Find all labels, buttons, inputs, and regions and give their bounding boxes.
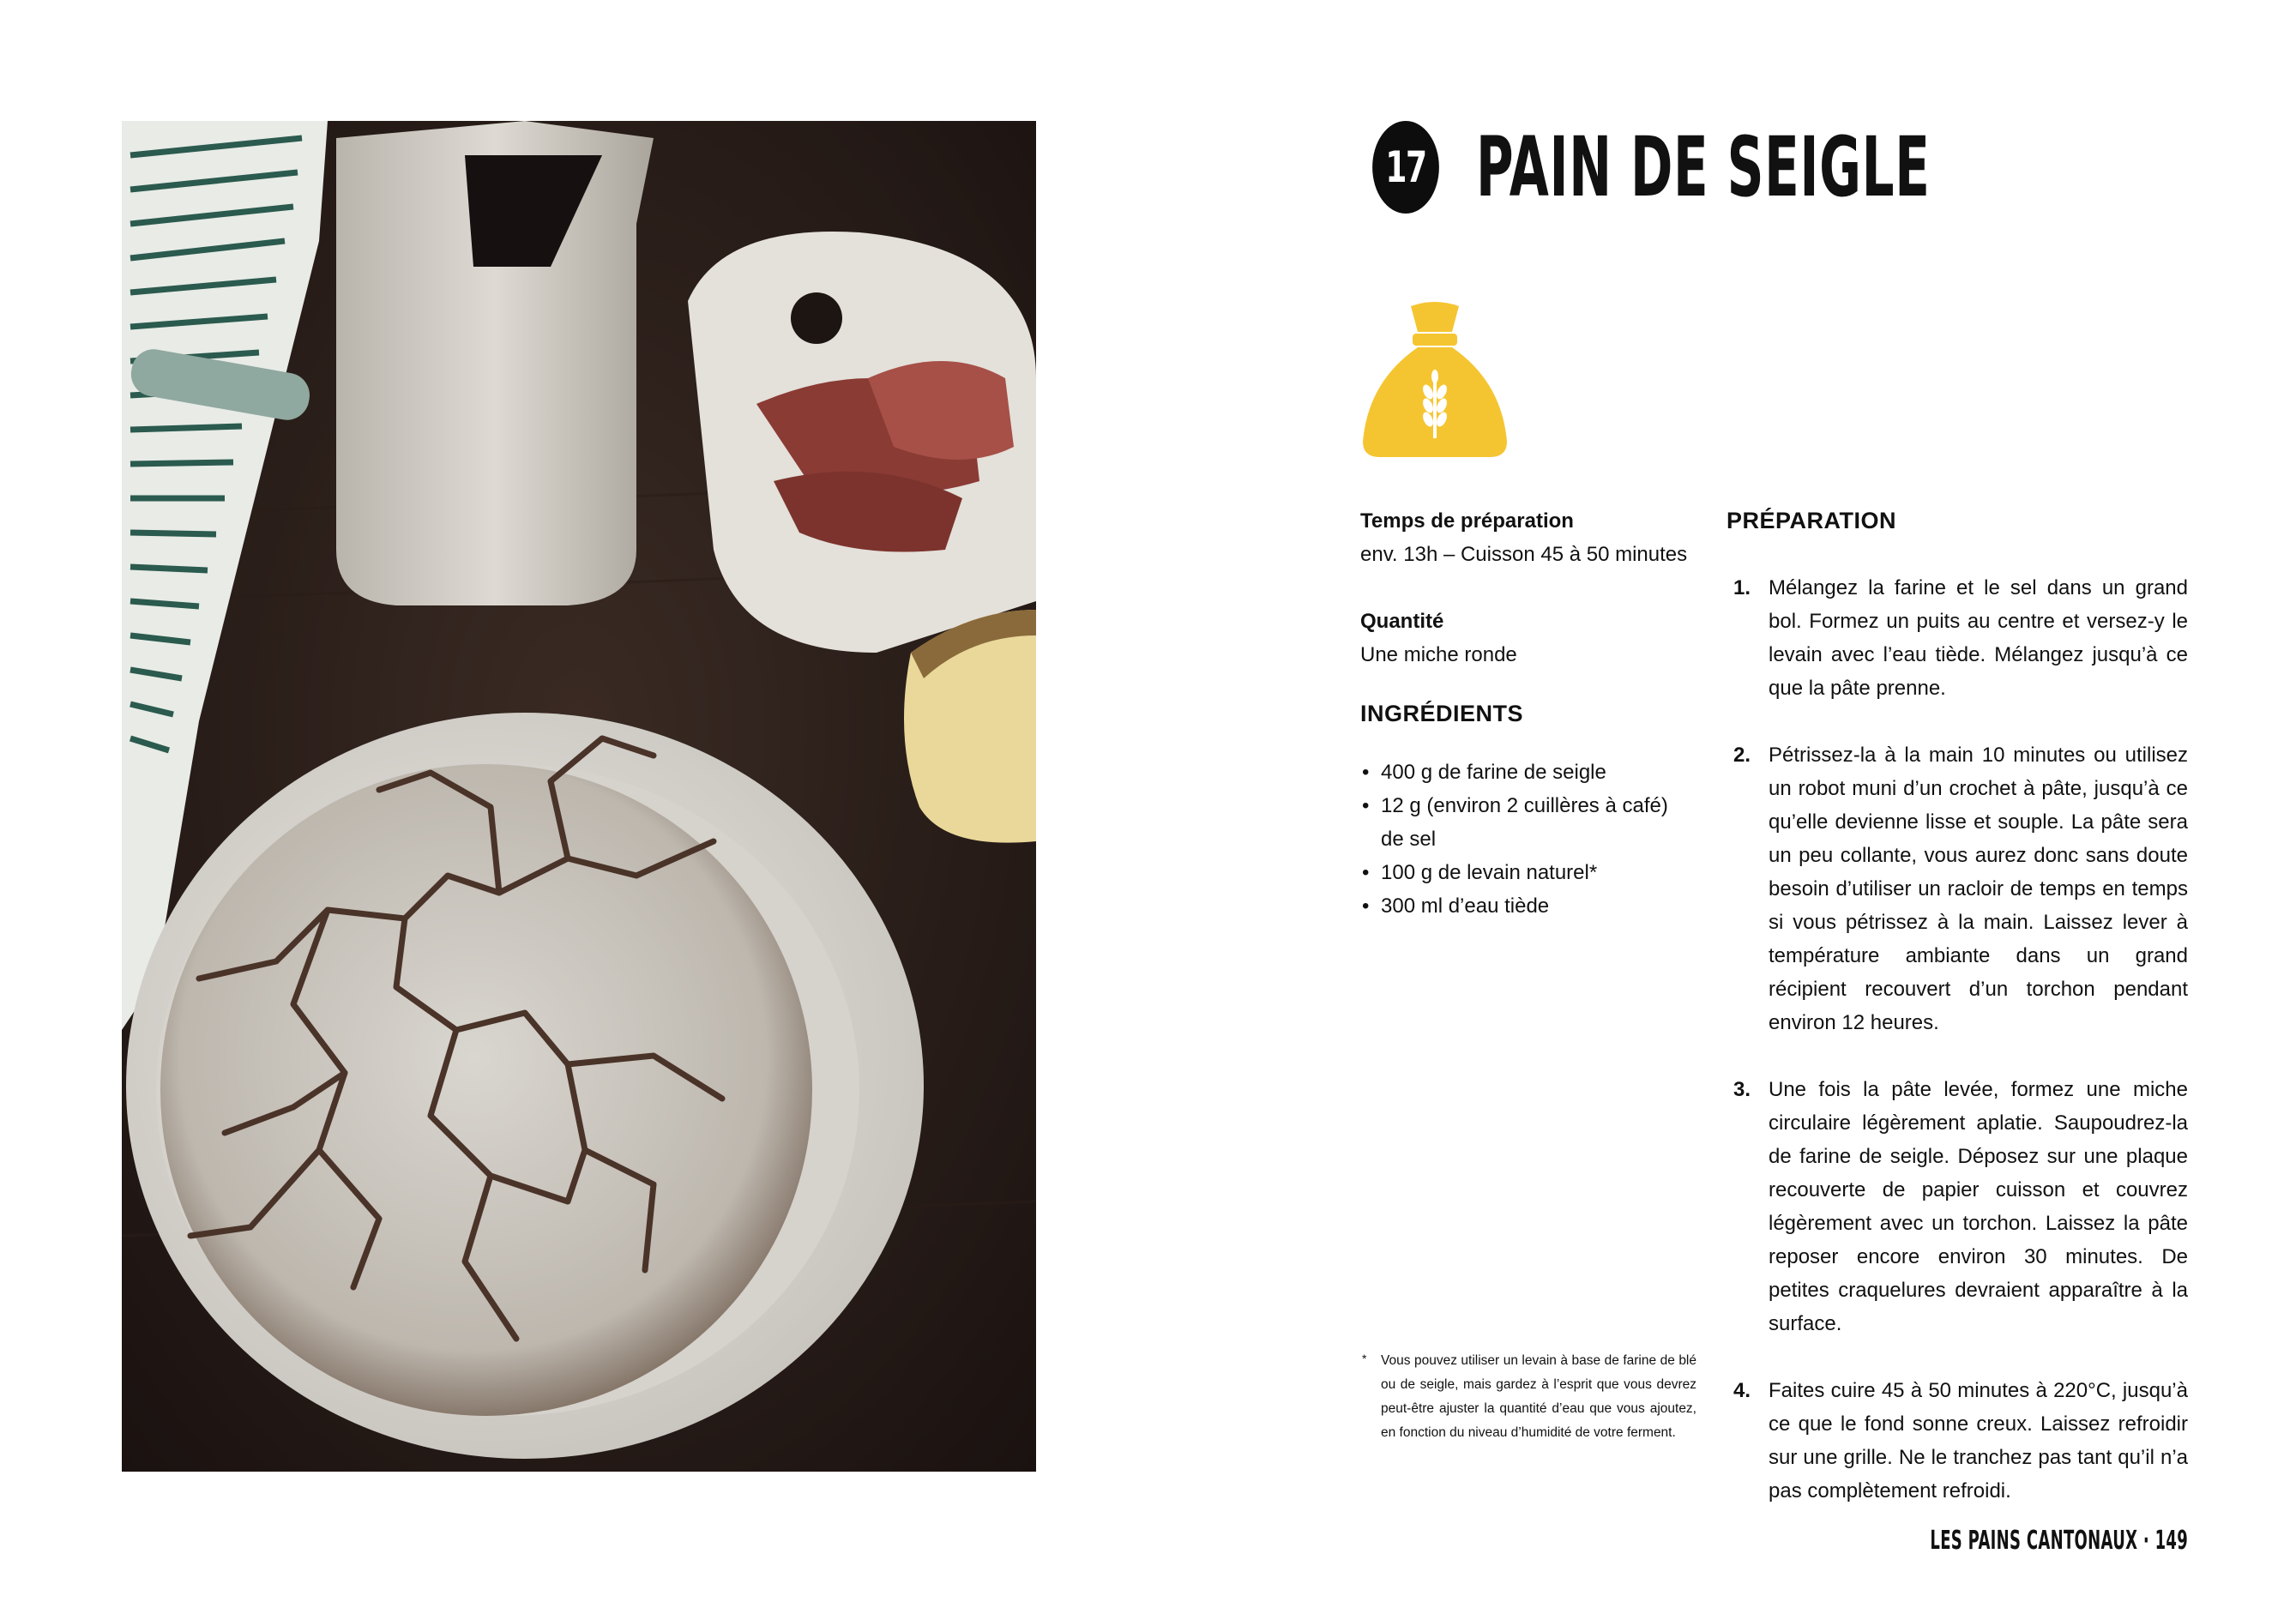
ingredient-item: • 100 g de levain naturel*	[1360, 856, 1696, 889]
page-footer: LES PAINS CANTONAUX · 149	[1930, 1526, 2188, 1556]
step-item	[1727, 738, 2188, 1039]
quantity-label: Quantité	[1360, 610, 1444, 633]
bread-photo	[122, 121, 1036, 1472]
ingredient-item: • 12 g (environ 2 cuillères à café) de sel	[1360, 789, 1696, 856]
preparation-heading: PRÉPARATION	[1727, 508, 1897, 533]
recipe-title: PAIN DE SEIGLE	[1476, 119, 1931, 215]
footnote	[1360, 1349, 1696, 1445]
recipe-title-row	[1359, 120, 2209, 214]
step-text: Faites cuire 45 à 50 minutes à 220°C, jusqu’à ce que le fond sonne creux. Laissez refroidir sur une grille. Ne le tranchez pas tant qu’il n’a pas complètement refroidi.	[1769, 1379, 2188, 1503]
step-number: 1.	[1733, 576, 1751, 599]
step-text: Une fois la pâte levée, formez une miche circulaire légèrement aplatie. Saupoudrez-la de farine de seigle. Déposez sur une plaque recouverte de papier cuisson et couvrez légèrement avec un torchon. Laissez la pâte reposer encore environ 30 minutes. De petites craquelures devraient apparaître à la surface.	[1769, 1078, 2188, 1335]
step-number: 2.	[1733, 744, 1751, 767]
prep-time-label: Temps de préparation	[1360, 509, 1574, 533]
preparation-steps	[1727, 571, 2188, 1508]
recipe-info-column	[1360, 504, 1696, 923]
step-item	[1727, 1374, 2188, 1508]
step-item	[1727, 571, 2188, 705]
step-item	[1727, 1073, 2188, 1340]
prep-time-value: env. 13h – Cuisson 45 à 50 minutes	[1360, 543, 1688, 566]
footnote-marker: *	[1362, 1352, 1367, 1365]
quantity-value: Une miche ronde	[1360, 643, 1517, 666]
ingredient-item: • 300 ml d’eau tiède	[1360, 889, 1696, 923]
ingredients-list	[1360, 756, 1696, 923]
footnote-text: Vous pouvez utiliser un levain à base de farine de blé ou de seigle, mais gardez à l’esprit que vous devrez peut-être ajuster la quantité d’eau que vous ajoutez, en fonction du niveau d’humidité de votre ferment.	[1381, 1353, 1696, 1440]
ingredients-heading: INGRÉDIENTS	[1360, 701, 1524, 726]
step-number: 4.	[1733, 1379, 1751, 1402]
step-text: Mélangez la farine et le sel dans un grand bol. Formez un puits au centre et versez-y le levain avec l’eau tiède. Mélangez jusqu’à ce que la pâte prenne.	[1769, 576, 2188, 700]
flour-sack-icon	[1359, 296, 1510, 459]
ingredient-item: • 400 g de farine de seigle	[1360, 756, 1696, 789]
recipe-number-badge: 17	[1372, 121, 1439, 214]
step-number: 3.	[1733, 1078, 1751, 1101]
step-text: Pétrissez-la à la main 10 minutes ou utilisez un robot muni d’un crochet à pâte, jusqu’à ce qu’elle devienne lisse et souple. La pâte sera un peu collante, vous aurez donc sans doute besoin d’utiliser un racloir de temps en temps si vous pétrissez à la main. Laissez lever à température ambiante dans un grand récipient recouvert d’un torchon pendant environ 12 heures.	[1769, 744, 2188, 1034]
preparation-column	[1727, 504, 2188, 1541]
